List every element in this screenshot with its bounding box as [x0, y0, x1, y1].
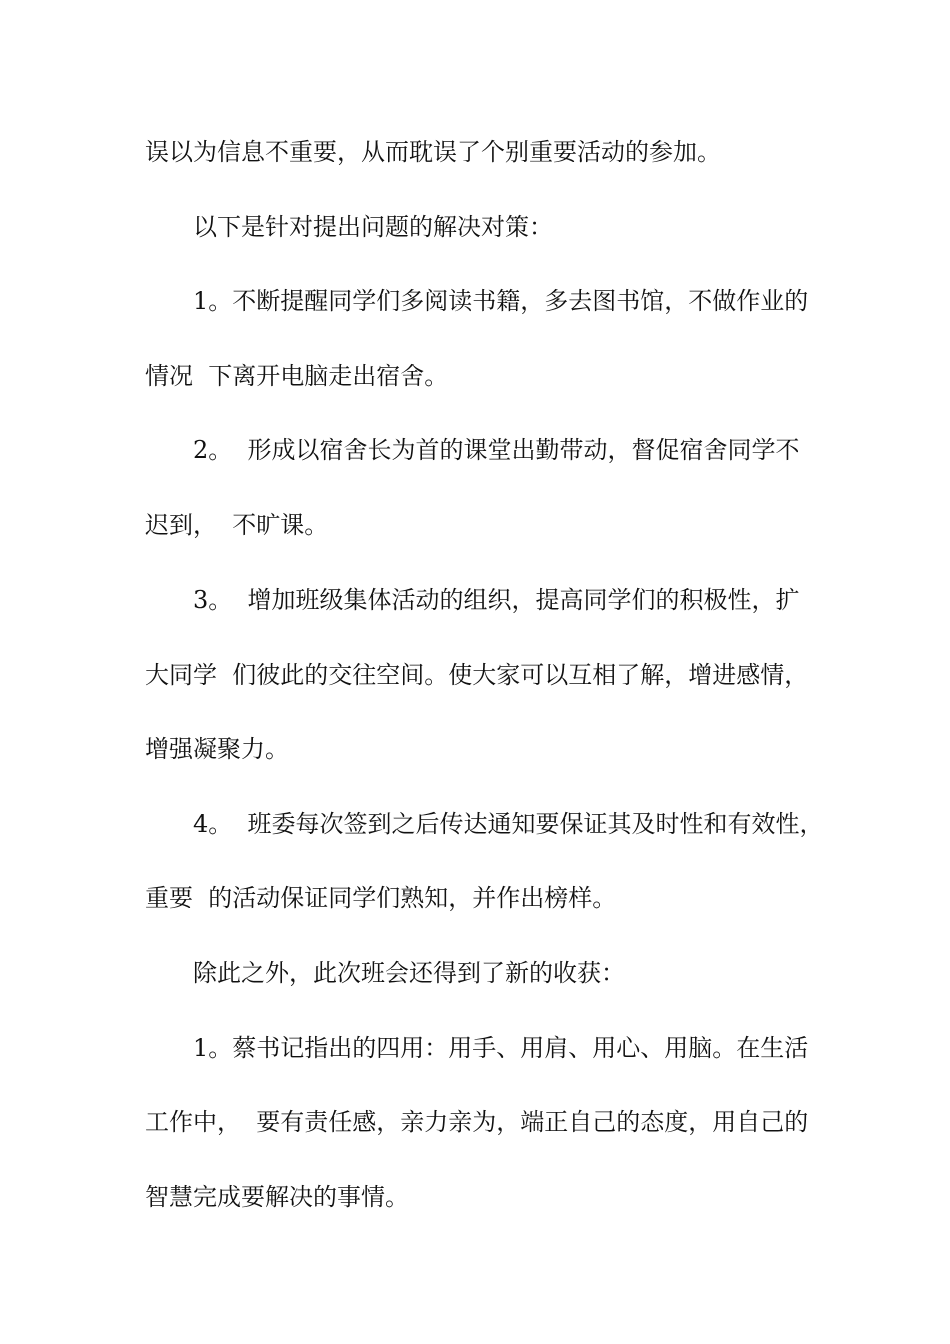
text-line: 3。 增加班级集体活动的组织，提高同学们的积极性，扩 [193, 586, 800, 614]
text-line: 工作中， 要有责任感，亲力亲为，端正自己的态度，用自己的 [145, 1108, 809, 1136]
text-line: 增强凝聚力。 [145, 735, 289, 763]
text-line: 情况 下离开电脑走出宿舍。 [145, 362, 449, 390]
text-line: 重要 的活动保证同学们熟知，并作出榜样。 [145, 884, 617, 912]
text-line: 除此之外，此次班会还得到了新的收获： [193, 959, 625, 987]
text-line: 以下是针对提出问题的解决对策： [193, 213, 553, 241]
text-line: 大同学 们彼此的交往空间。使大家可以互相了解，增进感情， [145, 661, 809, 689]
text-line: 迟到， 不旷课。 [145, 511, 329, 539]
text-line: 4。 班委每次签到之后传达通知要保证其及时性和有效性， [193, 810, 824, 838]
text-line: 智慧完成要解决的事情。 [145, 1183, 409, 1211]
text-line: 1。不断提醒同学们多阅读书籍，多去图书馆，不做作业的 [193, 287, 809, 315]
text-line: 1。蔡书记指出的四用：用手、用肩、用心、用脑。在生活 [193, 1034, 809, 1062]
text-line: 误以为信息不重要，从而耽误了个别重要活动的参加。 [145, 138, 721, 166]
text-line: 2。 形成以宿舍长为首的课堂出勤带动，督促宿舍同学不 [193, 436, 800, 464]
